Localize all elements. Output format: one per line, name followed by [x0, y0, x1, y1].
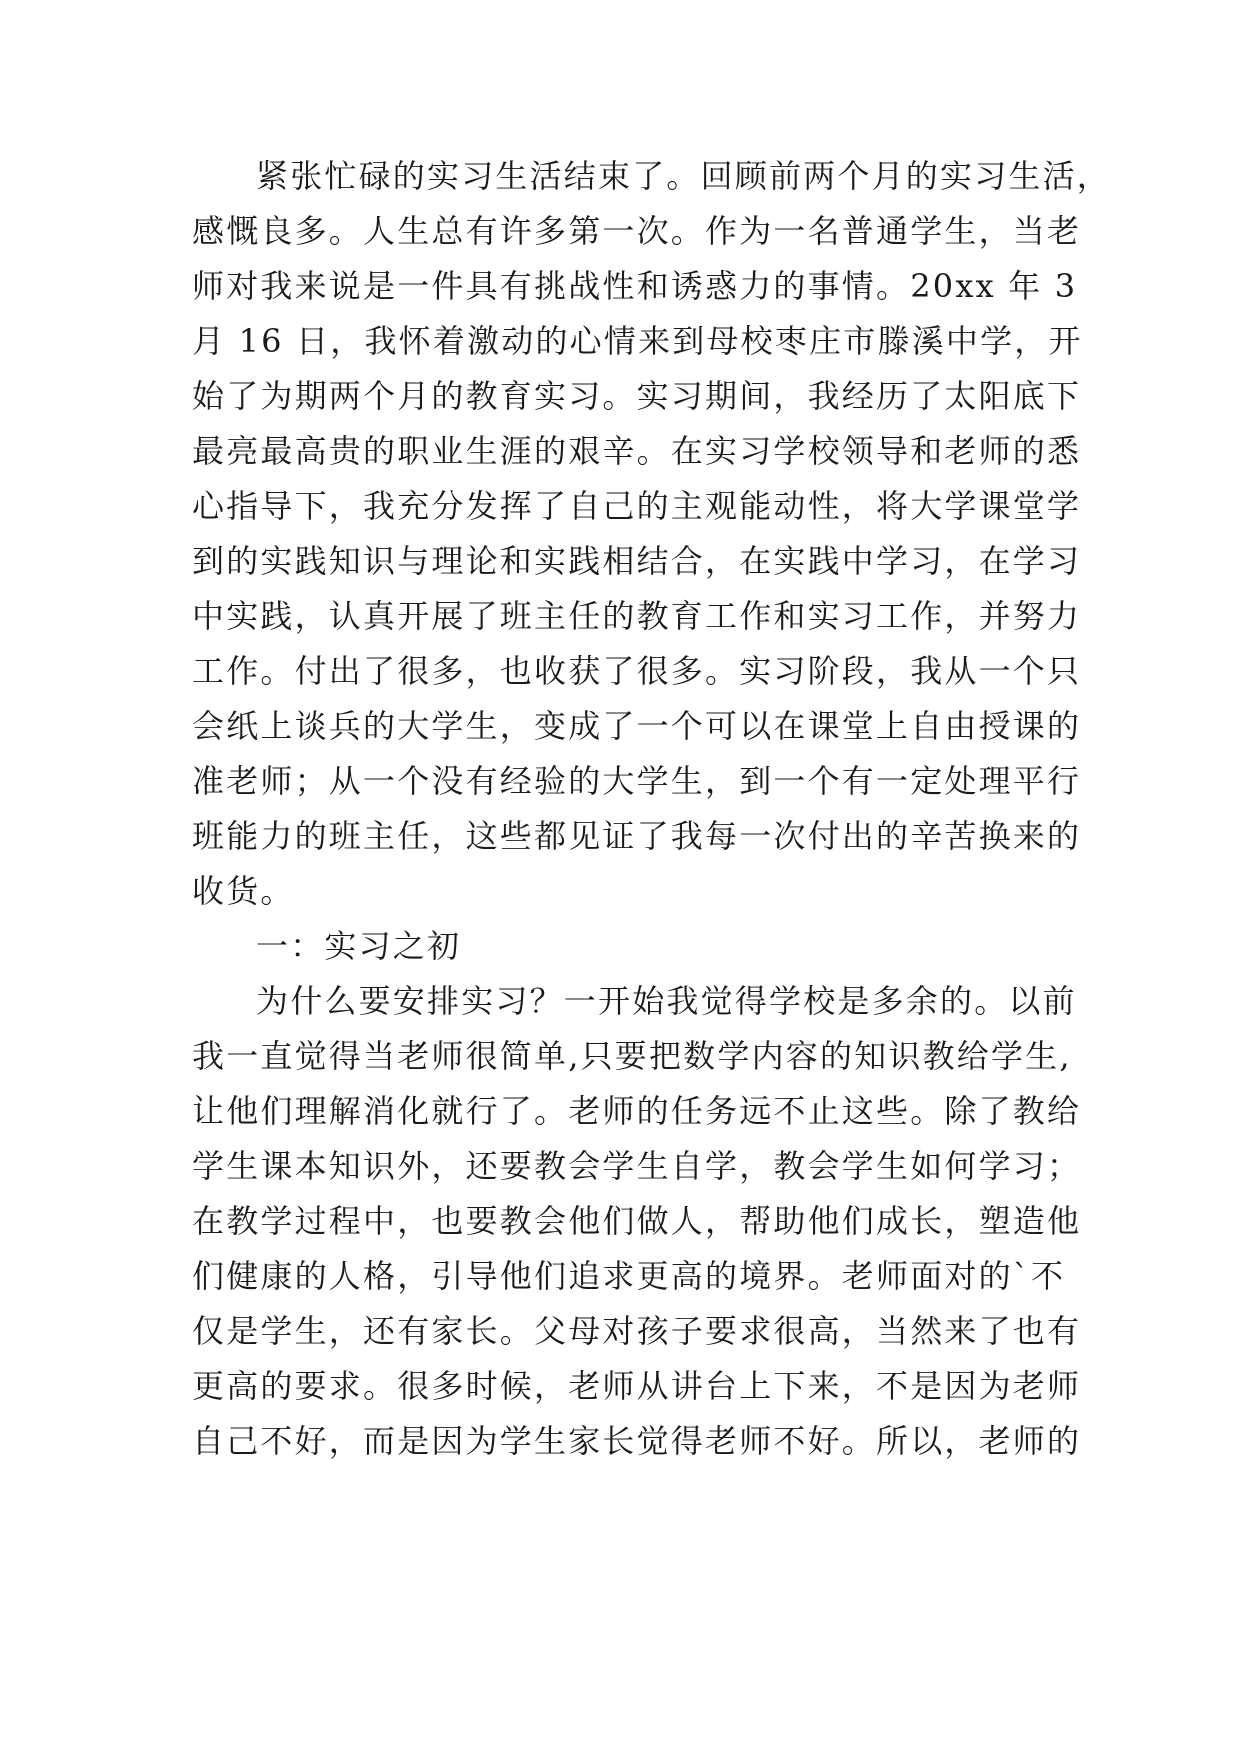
- paragraph-line: 到的实践知识与理论和实践相结合，在实践中学习，在学习: [192, 542, 1082, 580]
- paragraph-line: 自己不好，而是因为学生家长觉得老师不好。所以，老师的: [192, 1422, 1082, 1460]
- paragraph-line: 师对我来说是一件具有挑战性和诱惑力的事情。20xx 年 3: [192, 267, 1078, 305]
- paragraph-line: 我一直觉得当老师很简单,只要把数学内容的知识教给学生,: [192, 1037, 1072, 1075]
- paragraph-line: 仅是学生，还有家长。父母对孩子要求很高，当然来了也有: [192, 1312, 1082, 1350]
- paragraph-line: 感慨良多。人生总有许多第一次。作为一名普通学生，当老: [192, 212, 1082, 250]
- paragraph-line: 在教学过程中，也要教会他们做人，帮助他们成长，塑造他: [192, 1202, 1082, 1240]
- paragraph-line: 紧张忙碌的实习生活结束了。回顾前两个月的实习生活，: [256, 157, 1112, 195]
- paragraph-line: 为什么要安排实习？一开始我觉得学校是多余的。以前: [256, 982, 1077, 1020]
- paragraph-line: 中实践，认真开展了班主任的教育工作和实习工作，并努力: [192, 597, 1082, 635]
- section-heading: 一：实习之初: [256, 927, 462, 965]
- paragraph-line: 始了为期两个月的教育实习。实习期间，我经历了太阳底下: [192, 377, 1082, 415]
- paragraph-line: 收货。: [192, 872, 295, 910]
- paragraph-line: 让他们理解消化就行了。老师的任务远不止这些。除了教给: [192, 1092, 1082, 1130]
- paragraph-line: 们健康的人格，引导他们追求更高的境界。老师面对的`不: [192, 1257, 1066, 1295]
- paragraph-line: 会纸上谈兵的大学生，变成了一个可以在课堂上自由授课的: [192, 707, 1082, 745]
- paragraph-line: 工作。付出了很多，也收获了很多。实习阶段，我从一个只: [192, 652, 1082, 690]
- paragraph-line: 心指导下，我充分发挥了自己的主观能动性，将大学课堂学: [192, 487, 1082, 525]
- paragraph-line: 学生课本知识外，还要教会学生自学，教会学生如何学习；: [192, 1147, 1082, 1185]
- paragraph-line: 班能力的班主任，这些都见证了我每一次付出的辛苦换来的: [192, 817, 1082, 855]
- paragraph-line: 月 16 日，我怀着激动的心情来到母校枣庄市滕溪中学，开: [192, 322, 1083, 360]
- paragraph-line: 更高的要求。很多时候，老师从讲台上下来，不是因为老师: [192, 1367, 1082, 1405]
- paragraph-line: 准老师；从一个没有经验的大学生，到一个有一定处理平行: [192, 762, 1082, 800]
- paragraph-line: 最亮最高贵的职业生涯的艰辛。在实习学校领导和老师的悉: [192, 432, 1082, 470]
